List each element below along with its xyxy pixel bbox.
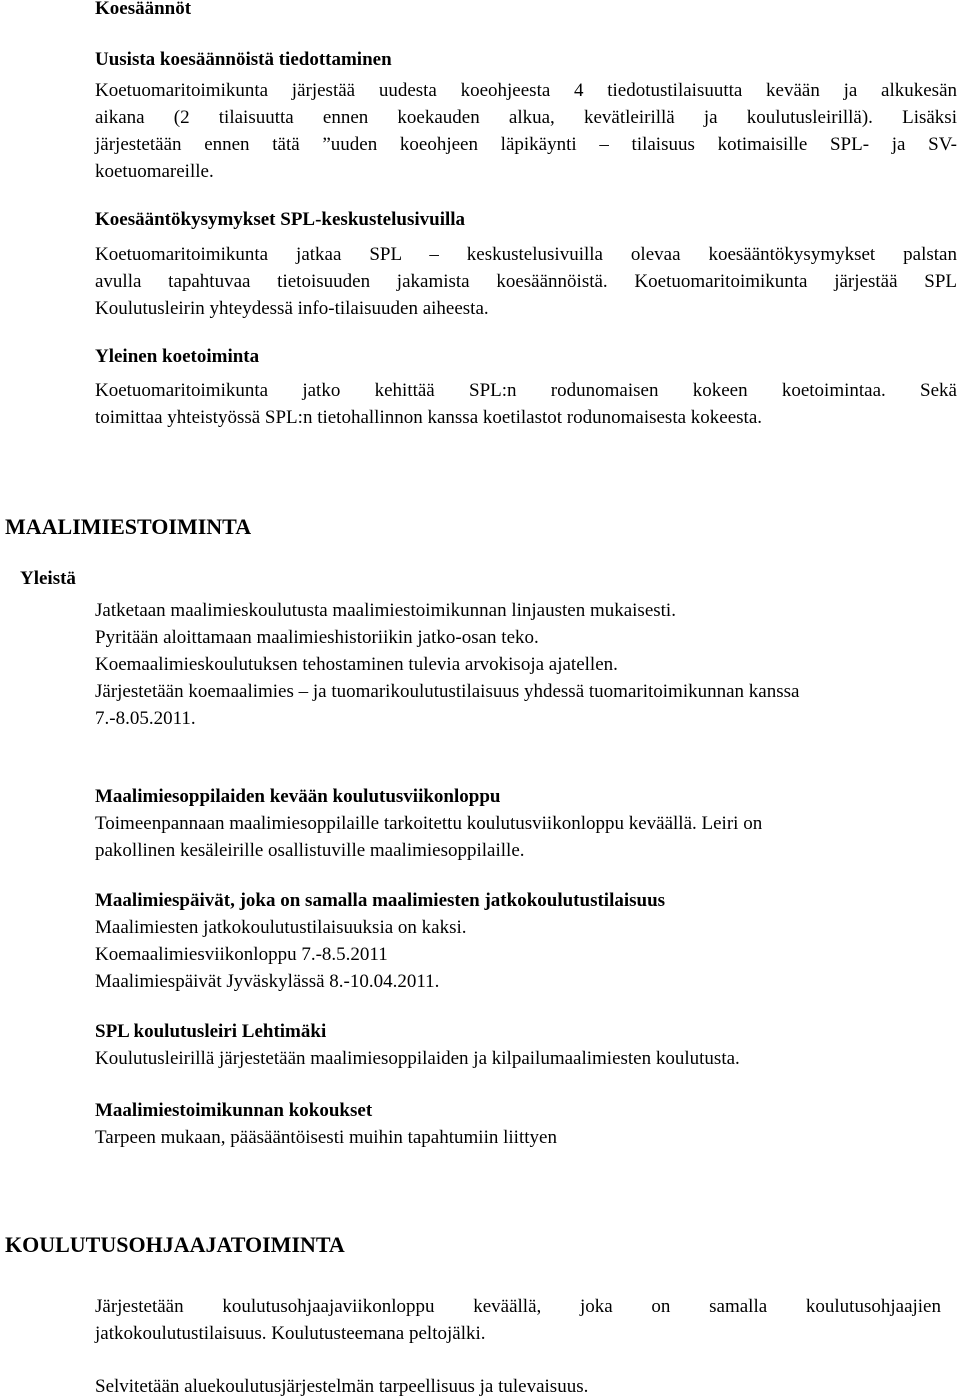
paragraph-line: avulla tapahtuvaa tietoisuuden jakamista koesäännöistä. Koetuomaritoimikunta järjestää SPL [95, 271, 957, 292]
paragraph-line: Koulutusleirillä järjestetään maalimiesoppilaiden ja kilpailumaalimiesten koulutusta. [95, 1048, 740, 1069]
paragraph-line: Koetuomaritoimikunta jatkaa SPL – keskustelusivuilla olevaa koesääntökysymykset palstan [95, 244, 957, 265]
paragraph-line: Selvitetään aluekoulutusjärjestelmän tarpeellisuus ja tulevaisuus. [95, 1376, 589, 1397]
paragraph-line: Järjestetään koulutusohjaajaviikonloppu keväällä, joka on samalla koulutusohjaajien [95, 1296, 941, 1317]
subheading-yleista: Yleistä [20, 568, 76, 589]
paragraph-line: Maalimiesten jatkokoulutustilaisuuksia on kaksi. [95, 917, 467, 938]
heading-uusista-koesaannoista: Uusista koesäännöistä tiedottaminen [95, 49, 392, 70]
heading-koulutusviikonloppu: Maalimiesoppilaiden kevään koulutusviikonloppu [95, 786, 501, 807]
list-item: Järjestetään koemaalimies – ja tuomarikoulutustilaisuus yhdessä tuomaritoimikunnan kanssa [95, 681, 800, 702]
paragraph-line: Maalimiespäivät Jyväskylässä 8.-10.04.2011. [95, 971, 440, 992]
section-title-maalimiestoiminta: MAALIMIESTOIMINTA [5, 514, 252, 539]
list-item: Koemaalimieskoulutuksen tehostaminen tulevia arvokisoja ajatellen. [95, 654, 618, 675]
list-item: Pyritään aloittamaan maalimieshistoriikin jatko-osan teko. [95, 627, 539, 648]
section-title-koulutusohjaajatoiminta: KOULUTUSOHJAAJATOIMINTA [5, 1232, 345, 1257]
list-item: 7.-8.05.2011. [95, 708, 196, 729]
heading-koesaantokysymykset: Koesääntökysymykset SPL-keskustelusivuilla [95, 209, 466, 230]
paragraph-line: jatkokoulutustilaisuus. Koulutusteemana peltojälki. [95, 1323, 486, 1344]
paragraph-line: Koetuomaritoimikunta jatko kehittää SPL:n rodunomaisen kokeen koetoimintaa. Sekä [95, 380, 957, 401]
paragraph-line: Toimeenpannaan maalimiesoppilaille tarkoitettu koulutusviikonloppu keväällä. Leiri on [95, 813, 763, 834]
heading-maalimiespaivat: Maalimiespäivät, joka on samalla maalimiesten jatkokoulutustilaisuus [95, 890, 666, 911]
heading-koulutusleiri: SPL koulutusleiri Lehtimäki [95, 1021, 327, 1042]
paragraph-line: Koetuomaritoimikunta järjestää uudesta koeohjeesta 4 tiedotustilaisuutta kevään ja alkukesän [95, 80, 957, 101]
list-item: Jatketaan maalimieskoulutusta maalimiestoimikunnan linjausten mukaisesti. [95, 600, 676, 621]
paragraph-line: pakollinen kesäleirille osallistuville maalimiesoppilaille. [95, 840, 525, 861]
paragraph-line: Koulutusleirin yhteydessä info-tilaisuuden aiheesta. [95, 298, 489, 319]
paragraph-line: Tarpeen mukaan, pääsääntöisesti muihin tapahtumiin liittyen [95, 1127, 557, 1148]
heading-kokoukset: Maalimiestoimikunnan kokoukset [95, 1100, 373, 1121]
paragraph-line: järjestetään ennen tätä ”uuden koeohjeen läpikäynti – tilaisuus kotimaisille SPL- ja SV- [95, 134, 957, 155]
section-title-koesaannot: Koesäännöt [95, 0, 192, 19]
paragraph-line: aikana (2 tilaisuutta ennen koekauden alkua, kevätleirillä ja koulutusleirillä). Lisäksi [95, 107, 957, 128]
paragraph-line: koetuomareille. [95, 161, 214, 182]
paragraph-line: toimittaa yhteistyössä SPL:n tietohallinnon kanssa koetilastot rodunomaisesta kokeesta. [95, 407, 763, 428]
heading-yleinen-koetoiminta: Yleinen koetoiminta [95, 346, 260, 367]
paragraph-line: Koemaalimiesviikonloppu 7.-8.5.2011 [95, 944, 388, 965]
